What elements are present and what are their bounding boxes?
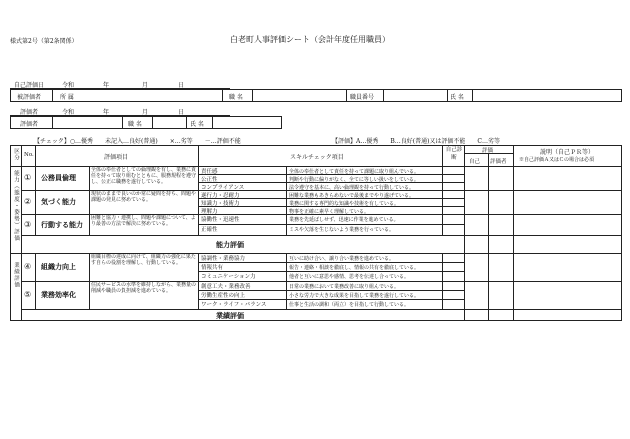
skill-description: ミスや欠落を生じないよう業務を行っている。 <box>289 226 395 233</box>
row-number: ① <box>24 173 32 182</box>
evaluator-row <box>10 116 282 129</box>
item-header: 評価項目 <box>104 154 129 161</box>
page-title: 白老町人事評価シート（会計年度任用職員） <box>230 35 390 44</box>
ability-section-label: 能力（態度・姿勢）評価 <box>13 170 19 242</box>
skill-name: 遂行力・忍耐力 <box>201 193 240 199</box>
item-description: 全体の奉仕者としての倫理観を有し、業務に責任を持って取り組むとともに、服務規程を遵守し、公正に職務を遂行している。 <box>91 167 197 186</box>
self-diagnosis-header: 自己診断 <box>445 147 463 161</box>
comment-header: 説明（自己ＰＲ等） <box>540 149 595 156</box>
evaluator-month: 月 <box>142 109 149 116</box>
evaluator-era: 令和 <box>62 109 75 116</box>
skill-description: 日常の業務において業務改善に取り組んでいる。 <box>289 283 400 290</box>
item-name: 行動する能力 <box>41 219 83 229</box>
job-title-label: 職 名 <box>229 94 243 101</box>
skill-description: 判断や行動に偏りがなく、全てに等しい扱いをしている。 <box>289 176 419 183</box>
skill-name: 労働生産性の向上 <box>201 293 246 299</box>
item-description: 組織目標の達成に向けて、組織力の強化に果たす自らの役割を理解し、行動している。 <box>91 254 196 267</box>
skill-name: 公正性 <box>201 177 218 183</box>
item-name: 気づく能力 <box>41 197 76 206</box>
skill-name: ワーク・ライフ・バランス <box>201 302 267 308</box>
skill-name: 創意工夫・業務改善 <box>201 284 251 290</box>
skills-header: スキルチェック項目 <box>290 154 344 161</box>
comment-note: ※自己評価Ａ又はＣの場合は必須 <box>519 157 595 163</box>
skill-name: 協調性・業務協力 <box>201 256 246 262</box>
skill-name: コミュニケーション力 <box>201 274 256 280</box>
evaluator-title-label: 職 名 <box>128 121 142 128</box>
results-total-label: 業績評価 <box>216 311 244 320</box>
rating-legend: 【評価】A…優秀 B…良好(普通)又は評価不能 C…劣等 <box>332 138 501 145</box>
skill-description: 困難な業務もあきらめないで最後までやり遂げている。 <box>289 192 415 199</box>
skill-name: 責任感 <box>201 169 218 175</box>
skill-name: 理解力 <box>201 209 218 215</box>
skill-name: 協働性・迅速性 <box>201 217 240 223</box>
row-number: ⑤ <box>24 290 32 299</box>
evaluator-name-label: 氏 名 <box>190 121 204 128</box>
item-name: 組織力向上 <box>41 262 76 271</box>
skill-description: 法令遵守を基本に、高い倫理観を持って行動している。 <box>289 184 415 191</box>
skill-description: 業務に関する専門的な知識や技術を有している。 <box>289 200 400 207</box>
self-rating-header: 自己 <box>469 159 481 165</box>
row-number: ③ <box>24 219 32 229</box>
evaluator-rating-header: 評価者 <box>490 159 507 165</box>
row-number: ② <box>24 197 32 206</box>
skill-description: 他者と互いに意思や感情、思考を伝達し合っている。 <box>289 273 410 280</box>
skill-name: 正確性 <box>201 227 218 233</box>
item-name: 公務員倫理 <box>41 173 76 182</box>
rating-header: 評価 <box>482 148 494 154</box>
skill-description: 物事を正確に素早く理解している。 <box>289 208 370 215</box>
evaluatee-row <box>10 89 622 102</box>
no-header: No. <box>24 152 34 158</box>
skill-name: コンプライアンス <box>201 185 245 191</box>
row-number: ④ <box>24 262 32 271</box>
self-eval-year: 年 <box>103 82 110 89</box>
skill-description: 業務を先延ばしせず、迅速に作業を進めている。 <box>289 216 399 223</box>
ability-total-label: 能力評価 <box>216 240 244 249</box>
self-eval-era: 令和 <box>62 82 75 89</box>
skill-description: 小さな労力で大きな成果を目指して業務を遂行している。 <box>289 292 420 299</box>
name-label: 氏 名 <box>450 94 464 101</box>
evaluator-label: 評価者 <box>20 121 39 128</box>
category-header: 区分 <box>13 148 19 161</box>
dept-label: 所 属 <box>60 94 74 101</box>
item-description: 住民サービスの水準を維持しながら、業務量の削減や職員の負担減を進めている。 <box>91 282 197 295</box>
skill-description: 互いに助け合い、譲り合い業務を進めている。 <box>289 255 395 262</box>
check-legend: 【チェック】○…優秀 未記入…良好(普通) ×…劣等 －…評価不能 <box>34 138 241 145</box>
item-description: 現状のままで良いのか常に疑問を持ち、問題や課題の発見に努めている。 <box>91 191 197 204</box>
form-number: 様式第2号（第2条関係） <box>10 38 78 45</box>
evaluatee-label: 被評価者 <box>17 94 42 101</box>
self-eval-month: 月 <box>142 82 149 89</box>
skill-name: 知識力・技術力 <box>201 201 240 207</box>
self-eval-day: 日 <box>178 82 185 89</box>
self-eval-date-label: 自己評価日 <box>14 82 45 89</box>
item-name: 業務効率化 <box>41 290 76 299</box>
results-section-label: 業績評価 <box>13 262 19 288</box>
skill-description: 全体の奉仕者として責任を持って課題に取り組んでいる。 <box>289 168 420 175</box>
evaluator-year: 年 <box>103 109 110 116</box>
skill-description: 仕事と生活の調和（両立）を目指して行動している。 <box>289 301 410 308</box>
evaluator-day: 日 <box>178 109 185 116</box>
skill-name: 情報共有 <box>201 265 224 271</box>
staff-number-label: 職員番号 <box>350 94 375 101</box>
item-description: 困難と協力・連携し、問題や課題について、より最善の方法で解決に努めている。 <box>91 215 196 228</box>
evaluator-date-label: 評価者 <box>20 109 39 116</box>
skill-description: 報告・連絡・相談を徹底し、情報の共有を徹底している。 <box>289 264 420 271</box>
